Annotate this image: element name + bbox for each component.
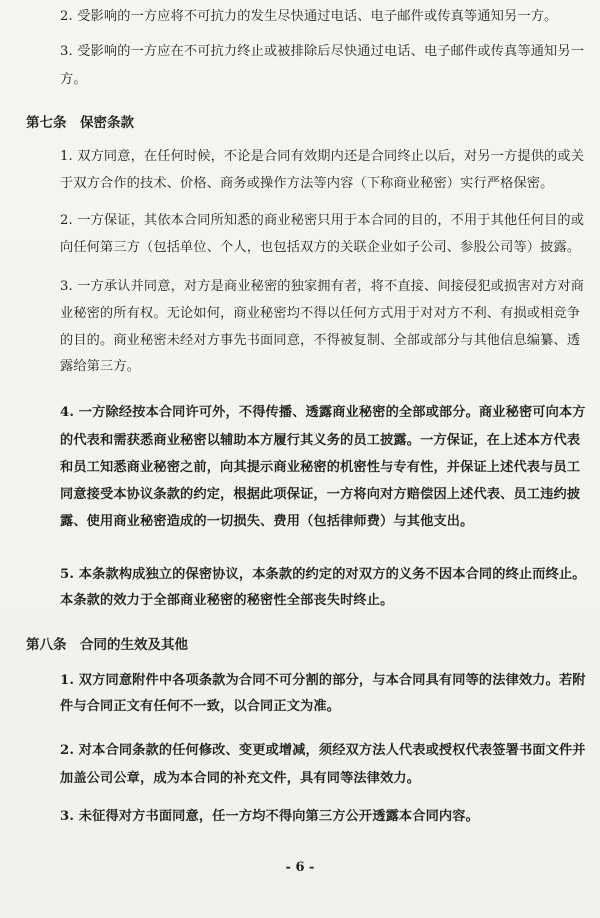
paragraph-line-7-4a: 4. 一方除经按本合同许可外，不得传播、透露商业秘密的全部或部分。商业秘密可向本方 [60,405,586,420]
paragraph-line-7-5a: 5. 本条款构成独立的保密协议，本条款的约定的对双方的义务不因本合同的终止而终止。 [60,567,586,582]
paragraph-line-7-1b: 于双方合作的技术、价格、商务或操作方法等内容（下称商业秘密）实行严格保密。 [60,176,554,191]
paragraph-line-7-3a: 3. 一方承认并同意，对方是商业秘密的独家拥有者，将不直接、间接侵犯或损害对方对商 [60,279,585,294]
paragraph-line-7-2a: 2. 一方保证，其依本合同所知悉的商业秘密只用于本合同的目的，不用于其他任何目的或 [60,213,585,228]
paragraph-line-8-1a: 1. 双方同意附件中各项条款为合同不可分割的部分，与本合同具有同等的法律效力。若附 [60,673,586,688]
paragraph-line-7-3c: 的目的。商业秘密未经对方事先书面同意，不得被复制、全部或部分与其他信息编纂、透 [60,333,581,348]
paragraph-line-7-4b: 的代表和需获悉商业秘密以辅助本方履行其义务的员工披露。一方保证，在上述本方代表 [60,433,581,448]
paragraph-line-8-1b: 件与合同正文有任何不一致，以合同正文为准。 [60,699,341,714]
paragraph-line-7-3b: 业秘密的所有权。无论如何，商业秘密均不得以任何方式用于对对方不利、有损或相竞争 [60,306,581,321]
paragraph-line-7-4d: 同意接受本协议条款的约定，根据此项保证，一方将向对方赔偿因上述代表、员工违约披 [60,487,581,502]
paragraph-line-7-5b: 本条款的效力于全部商业秘密的秘密性全部丧失时终止。 [60,593,394,608]
paragraph-line-8-2b: 加盖公司公章，成为本合同的补充文件，具有同等法律效力。 [60,771,421,786]
paragraph-line-8-3: 3. 未征得对方书面同意，任一方均不得向第三方公开透露本合同内容。 [60,809,479,824]
paragraph-line-7-1a: 1. 双方同意，在任何时候，不论是合同有效期内还是合同终止以后，对另一方提供的或关 [60,149,585,164]
section-heading-effectiveness: 第八条 合同的生效及其他 [26,637,188,653]
paragraph-line-7-3d: 露给第三方。 [60,359,141,374]
paragraph-line-8-2a: 2. 对本合同条款的任何修改、变更或增减，须经双方法人代表或授权代表签署书面文件并 [60,743,586,758]
paragraph-line-force-majeure-2: 2. 受影响的一方应将不可抗力的发生尽快通过电话、电子邮件或传真等通知另一方。 [60,9,558,24]
page-number: - 6 - [285,860,315,875]
paragraph-line-7-4c: 和员工知悉商业秘密之前，向其提示商业秘密的机密性与专有性，并保证上述代表与员工 [60,460,581,475]
section-heading-confidentiality: 第七条 保密条款 [26,115,134,131]
paragraph-line-force-majeure-3a: 3. 受影响的一方应在不可抗力终止或被排除后尽快通过电话、电子邮件或传真等通知另一 [60,44,585,59]
paragraph-line-7-4e: 露、使用商业秘密造成的一切损失、费用（包括律师费）与其他支出。 [60,514,474,529]
paragraph-line-force-majeure-3b: 方。 [60,72,87,87]
paragraph-line-7-2b: 向任何第三方（包括单位、个人，也包括双方的关联企业如子公司、参股公司等）披露。 [60,240,581,255]
